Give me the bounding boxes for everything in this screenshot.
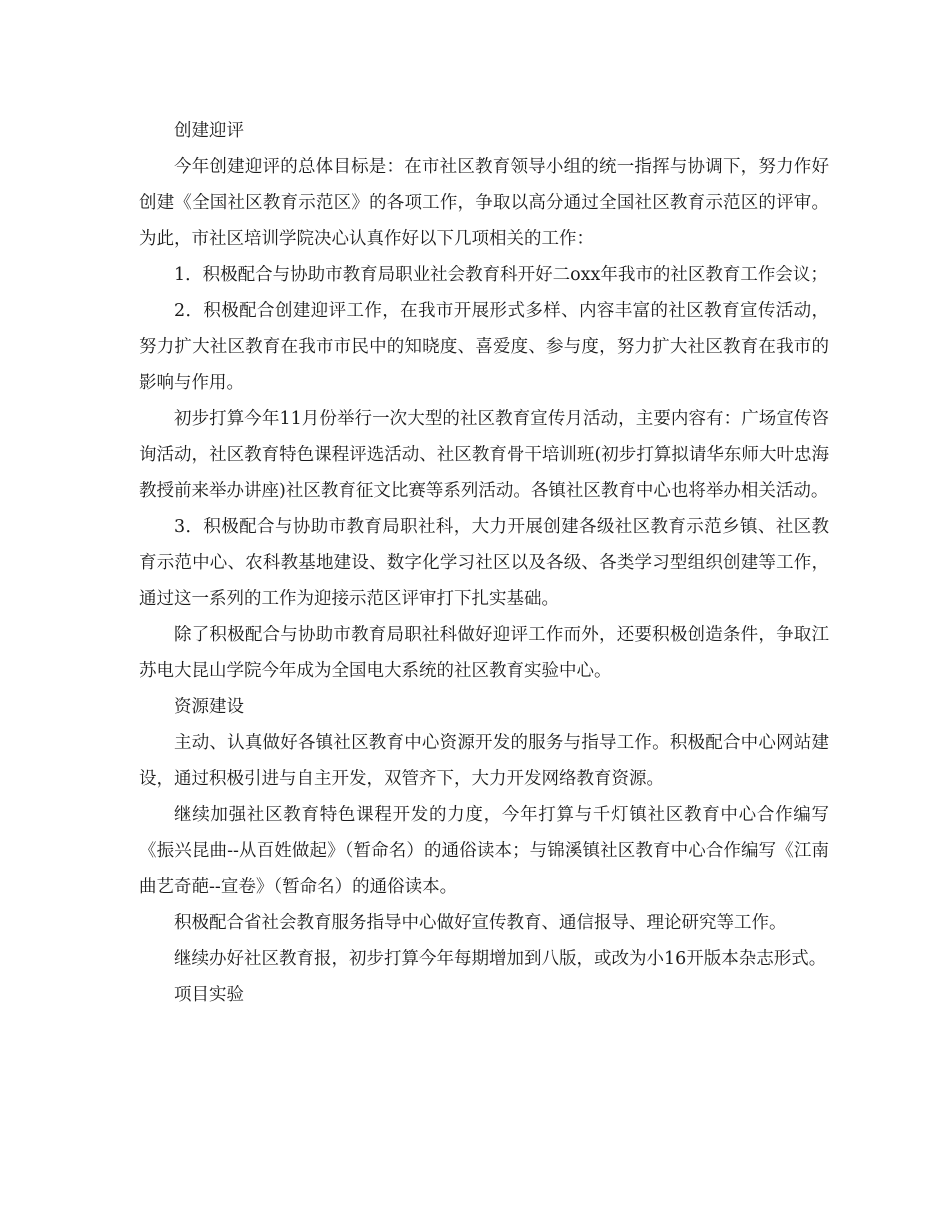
paragraph: 2．积极配合创建迎评工作，在我市开展形式多样、内容丰富的社区教育宣传活动，努力扩大社区教育在我市市民中的知晓度、喜爱度、参与度，努力扩大社区教育在我市的影响与作用。 (139, 301, 829, 393)
section-heading: 创建迎评 (174, 121, 244, 141)
paragraph: 继续办好社区教育报，初步打算今年每期增加到八版，或改为小16开版本杂志形式。 (174, 949, 827, 969)
document-body (139, 113, 829, 1013)
paragraph: 继续加强社区教育特色课程开发的力度，今年打算与千灯镇社区教育中心合作编写《振兴昆曲--从百姓做起》（暂命名）的通俗读本；与锦溪镇社区教育中心合作编写《江南曲艺奇葩--宣卷》（暂命名）的通俗读本。 (139, 805, 829, 897)
paragraph: 1．积极配合与协助市教育局职业社会教育科开好二oxx年我市的社区教育工作会议； (174, 265, 828, 285)
paragraph: 3．积极配合与协助市教育局职社科，大力开展创建各级社区教育示范乡镇、社区教育示范中心、农科教基地建设、数字化学习社区以及各级、各类学习型组织创建等工作，通过这一系列的工作为迎接示范区评审打下扎实基础。 (139, 517, 829, 609)
section-heading: 资源建设 (174, 697, 244, 717)
paragraph: 今年创建迎评的总体目标是：在市社区教育领导小组的统一指挥与协调下，努力作好创建《全国社区教育示范区》的各项工作，争取以高分通过全国社区教育示范区的评审。为此，市社区培训学院决心认真作好以下几项相关的工作： (139, 157, 829, 249)
paragraph: 积极配合省社会教育服务指导中心做好宣传教育、通信报导、理论研究等工作。 (174, 913, 787, 933)
paragraph: 初步打算今年11月份举行一次大型的社区教育宣传月活动，主要内容有：广场宣传咨询活动，社区教育特色课程评选活动、社区教育骨干培训班(初步打算拟请华东师大叶忠海教授前来举办讲座)社区教育征文比赛等系列活动。各镇社区教育中心也将举办相关活动。 (139, 409, 829, 501)
paragraph: 主动、认真做好各镇社区教育中心资源开发的服务与指导工作。积极配合中心网站建设，通过积极引进与自主开发，双管齐下，大力开发网络教育资源。 (139, 733, 829, 789)
paragraph: 除了积极配合与协助市教育局职社科做好迎评工作而外，还要积极创造条件，争取江苏电大昆山学院今年成为全国电大系统的社区教育实验中心。 (139, 625, 829, 681)
section-heading: 项目实验 (174, 985, 244, 1005)
